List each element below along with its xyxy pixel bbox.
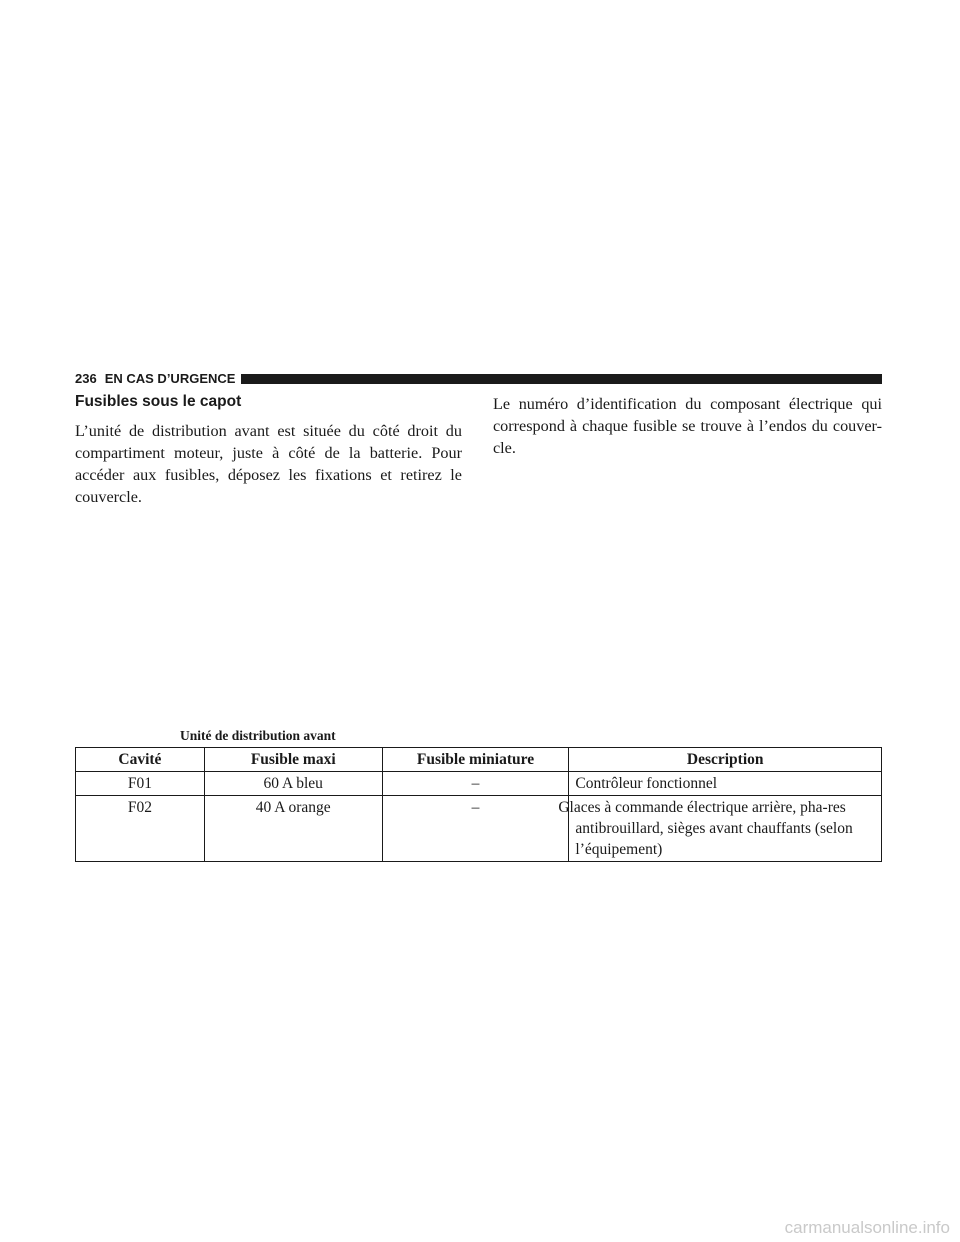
cell-cavity: F02 [76,796,205,862]
table-header-row [76,748,882,772]
table-row [76,772,882,796]
page-header [75,370,882,387]
cell-description: Contrôleur fonctionnel [569,772,882,796]
cell-mini: – [382,796,569,862]
header-description: Description [569,748,882,772]
paragraph-right: Le numéro d’identification du composant électrique qui correspond à chaque fusible se trouve à l’endos du couver-cle. [493,395,882,457]
cell-cavity: F01 [76,772,205,796]
header-fusible-miniature: Fusible miniature [382,748,569,772]
header-fusible-maxi: Fusible maxi [204,748,382,772]
cell-mini: – [382,772,569,796]
cell-maxi: 40 A orange [204,796,382,862]
cell-description: Glaces à commande électrique arrière, pha-res antibrouillard, sièges avant chauffants (selon l’équipement) [569,796,882,862]
header-cavite: Cavité [76,748,205,772]
paragraph-left: L’unité de distribution avant est située du côté droit du compartiment moteur, juste à côté de la batterie. Pour accéder aux fusibles, déposez les fixations et retirez le couvercle. [75,422,462,506]
table-row [76,796,882,862]
cell-maxi: 60 A bleu [204,772,382,796]
table-caption: Unité de distribution avant [180,728,336,743]
header-rule [241,374,882,384]
fuse-table [75,747,882,862]
section-heading: Fusibles sous le capot [75,393,242,410]
page-number: 236 [75,371,97,386]
watermark-text: carmanualsonline.info [784,1218,950,1237]
section-title: EN CAS D’URGENCE [104,371,236,386]
